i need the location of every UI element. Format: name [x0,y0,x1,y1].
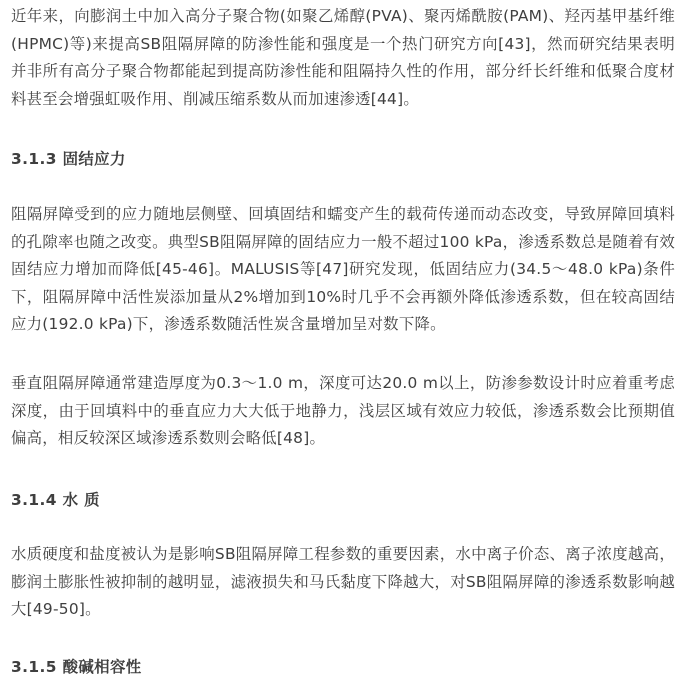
intro-paragraph: 近年来，向膨润土中加入高分子聚合物(如聚乙烯醇(PVA)、聚丙烯酰胺(PAM)、羟丙基甲基纤维(HPMC)等)来提高SB阻隔屏障的防渗性能和强度是一个热门研究方向[43]，然而研究结果表明并非所有高分子聚合物都能起到提高防渗性能和阻隔持久性的作用，部分纤长纤维和低聚合度材料甚至会增强虹吸作用、削减压缩系数从而加速渗透[44]。 [11,7,675,108]
section-heading-consolidation-stress: 3.1.3 固结应力 [11,150,126,168]
consolidation-stress-paragraph-2: 垂直阻隔屏障通常建造厚度为0.3～1.0 m，深度可达20.0 m以上，防渗参数设计时应着重考虑深度，由于回填料中的垂直应力大大低于地静力，浅层区域有效应力较低，渗透系数会比预期值偏高，相反较深区域渗透系数则会略低[48]。 [11,374,675,447]
section-heading-water-quality: 3.1.4 水 质 [11,491,100,509]
water-quality-paragraph: 水质硬度和盐度被认为是影响SB阻隔屏障工程参数的重要因素，水中离子价态、离子浓度越高，膨润土膨胀性被抑制的越明显，滤液损失和马氏黏度下降越大，对SB阻隔屏障的渗透系数影响越大[49-50]。 [11,545,675,618]
consolidation-stress-paragraph-1: 阻隔屏障受到的应力随地层侧壁、回填固结和蠕变产生的载荷传递而动态改变，导致屏障回填料的孔隙率也随之改变。典型SB阻隔屏障的固结应力一般不超过100 kPa，渗透系数总是随着有效固结应力增加而降低[45-46]。MALUSIS等[47]研究发现，低固结应力(34.5～48.0 kPa)条件下，阻隔屏障中活性炭添加量从2%增加到10%时几乎不会再额外降低渗透系数，但在较高固结应力(192.0 kPa)下，渗透系数随活性炭含量增加呈对数下降。 [11,205,675,333]
section-heading-acid-base-compatibility: 3.1.5 酸碱相容性 [11,658,142,676]
